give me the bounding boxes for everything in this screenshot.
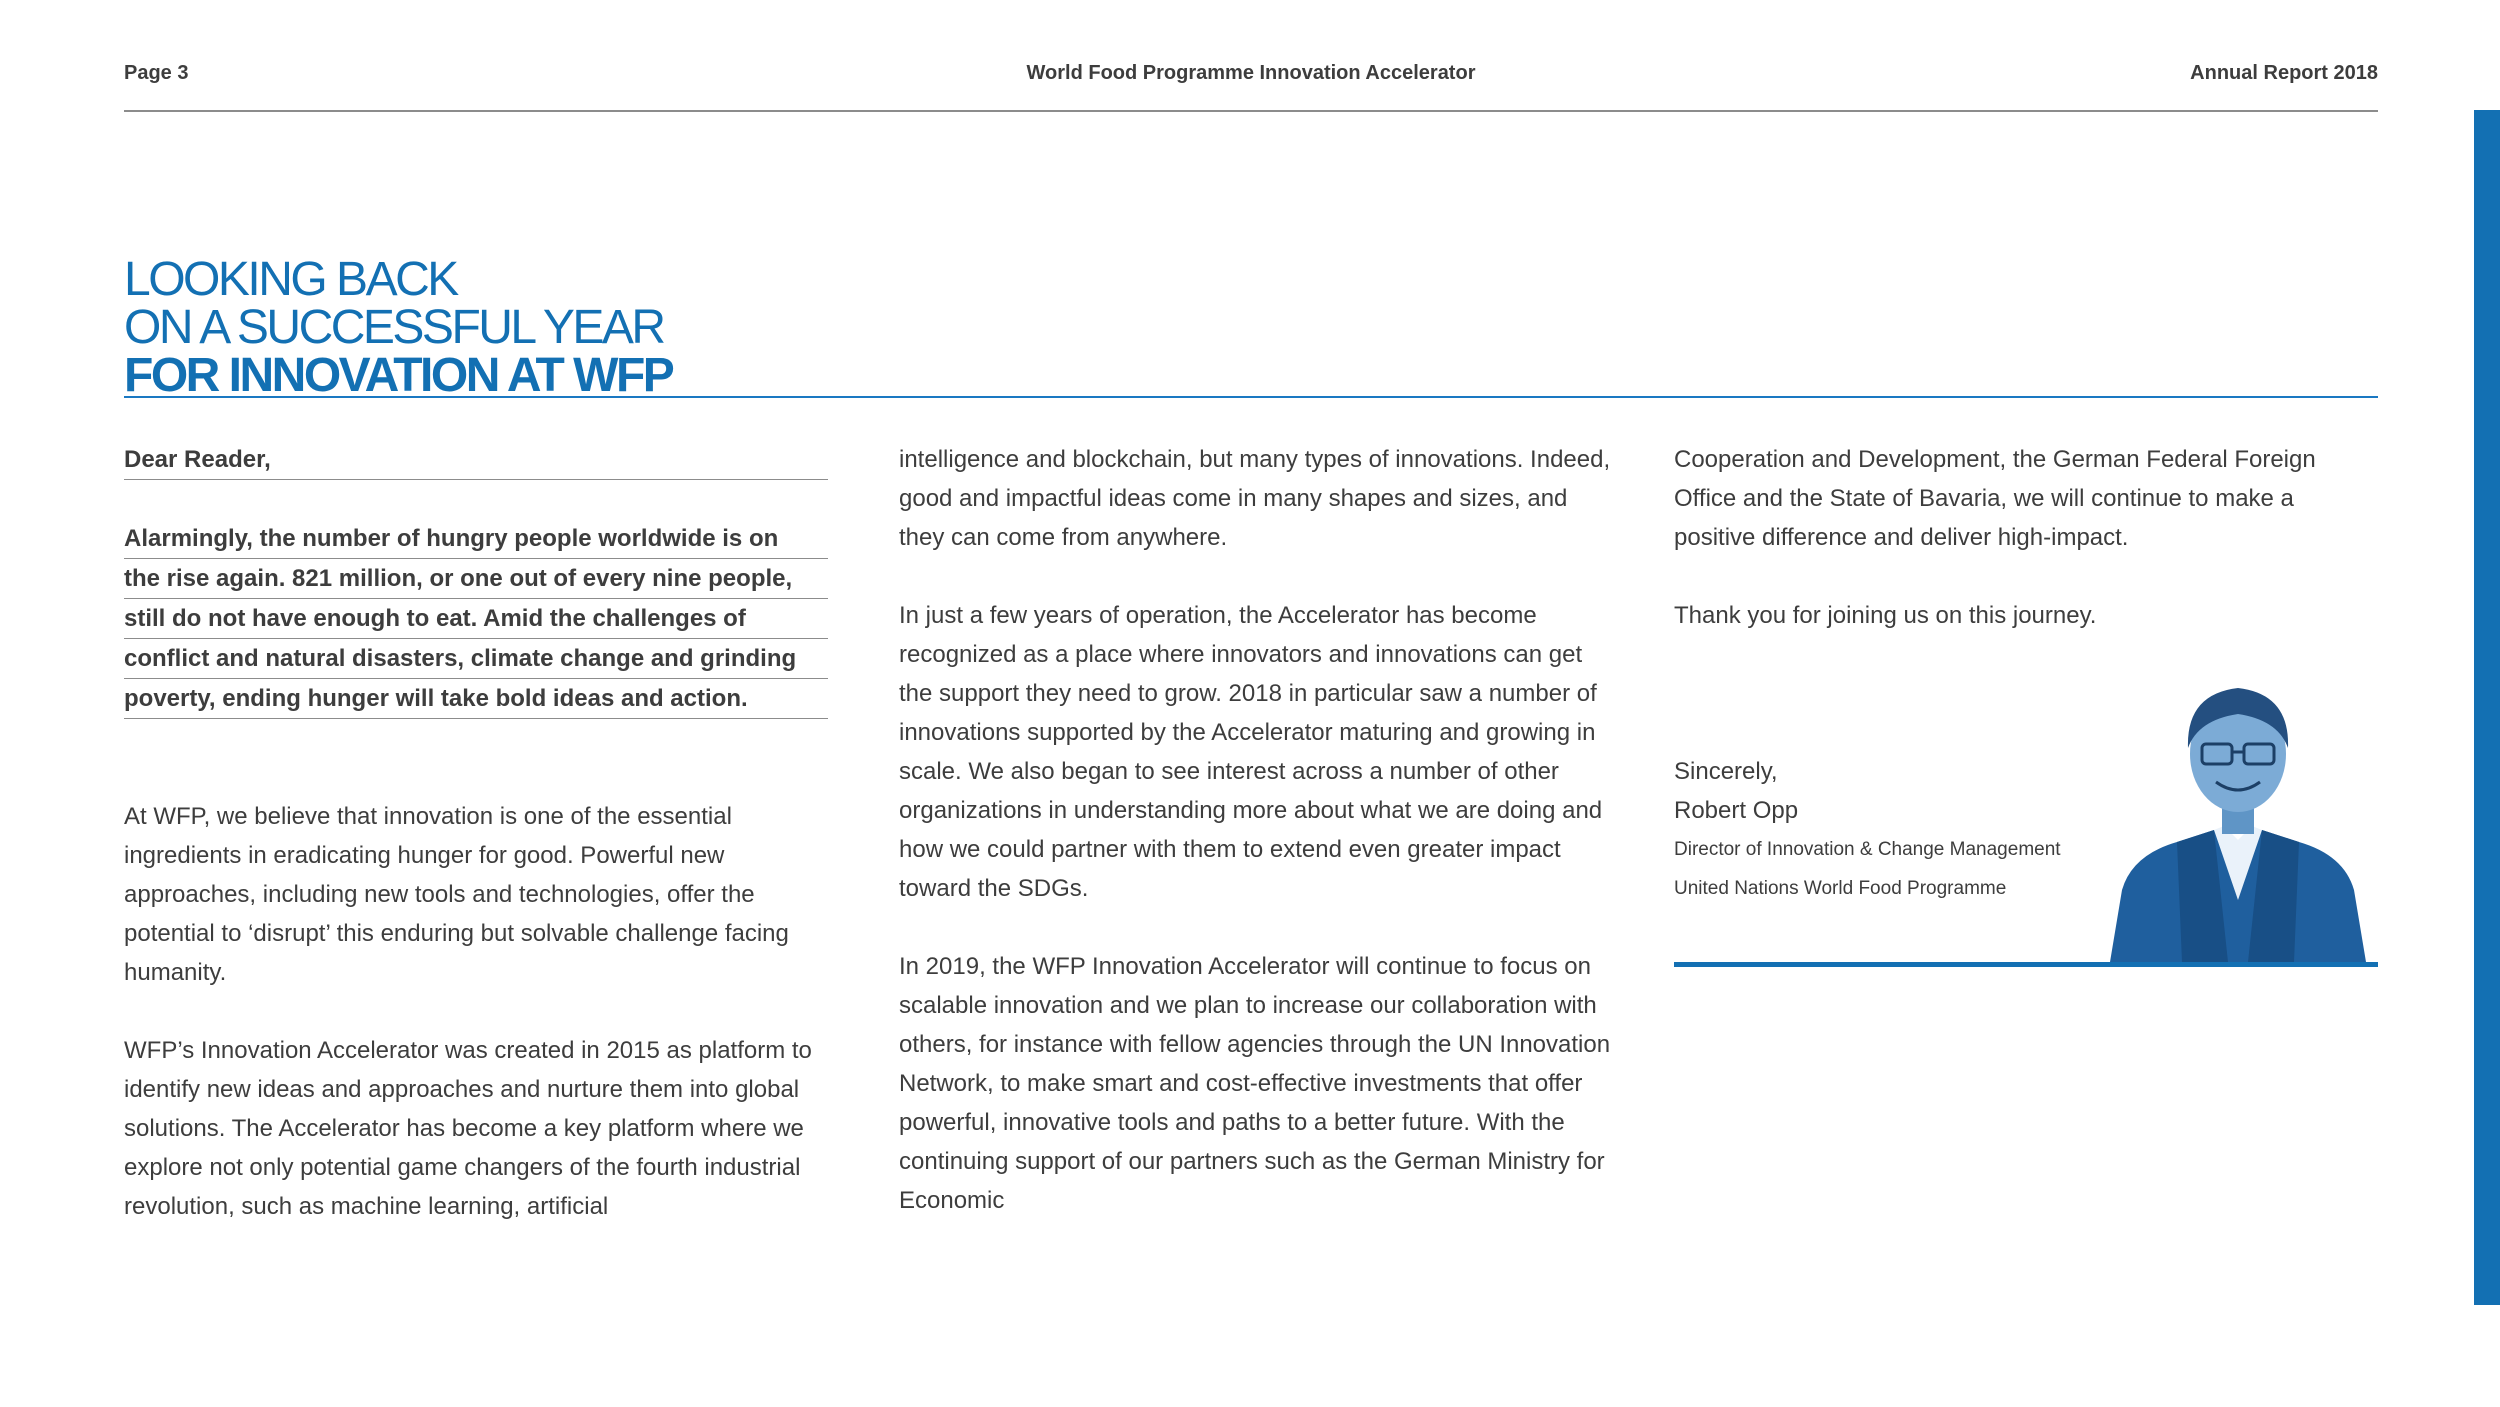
column-1 (124, 440, 828, 1226)
portrait-photo (2102, 650, 2374, 962)
signatory-organization: United Nations World Food Programme (1674, 878, 2007, 899)
salutation: Dear Reader, (124, 440, 828, 480)
lead-line: still do not have enough to eat. Amid the challenges of (124, 599, 828, 639)
body-paragraph: At WFP, we believe that innovation is one of the essential ingredients in eradicating hunger for good. Powerful new approaches, including new tools and technologies, offer the potential to ‘disrupt’ this enduring but solvable challenge facing humanity. (124, 803, 789, 986)
lead-paragraph (124, 519, 828, 719)
body-paragraph: intelligence and blockchain, but many types of innovations. Indeed, good and impactful ideas come in many shapes and sizes, and they can come from anywhere. (899, 446, 1611, 551)
signatory-name: Robert Opp (1674, 797, 1799, 824)
title-line-1: LOOKING BACK (124, 253, 457, 306)
body-paragraph: In just a few years of operation, the Accelerator has become recognized as a place where innovators and innovations can get the support they need to grow. 2018 in particular saw a number of innovations supported by the Accelerator maturing and growing in scale. We also began to see interest across a number of other organizations in understanding more about what we are doing and how we could partner with them to extend even greater impact toward the SDGs. (899, 602, 1603, 902)
body-paragraph: In 2019, the WFP Innovation Accelerator will continue to focus on scalable innovation and we plan to increase our collaboration with others, for instance with fellow agencies through the UN Innovation Network, to make smart and cost-effective investments that offer powerful, innovative tools and paths to a better future. With the continuing support of our partners such as the German Ministry for Economic (899, 953, 1611, 1214)
column-2 (899, 440, 1619, 1220)
body-paragraph: Cooperation and Development, the German Federal Foreign Office and the State of Bavaria, we will continue to make a positive difference and deliver high-impact. (1674, 446, 2316, 551)
lead-line: the rise again. 821 million, or one out of every nine people, (124, 559, 828, 599)
lead-line: conflict and natural disasters, climate change and grinding (124, 639, 828, 679)
accent-side-bar (2474, 110, 2500, 1305)
body-paragraph: WFP’s Innovation Accelerator was created in 2015 as platform to identify new ideas and approaches and nurture them into global solutions. The Accelerator has become a key platform where we explore not only potential game changers of the fourth industrial revolution, such as machine learning, artificial (124, 1037, 812, 1220)
lead-line: Alarmingly, the number of hungry people worldwide is on (124, 519, 828, 559)
column-3 (1674, 440, 2378, 967)
thank-you-text: Thank you for joining us on this journey. (1674, 602, 2097, 629)
page-header (124, 62, 2378, 112)
header-title: World Food Programme Innovation Accelerator (1026, 62, 1476, 84)
signatory-role: Director of Innovation & Change Management (1674, 839, 2061, 860)
title-line-3: FOR INNOVATION AT WFP (124, 349, 673, 402)
title-line-2: ON A SUCCESSFUL YEAR (124, 301, 664, 354)
closing-text: Sincerely, (1674, 758, 1778, 785)
page-number: Page 3 (124, 62, 189, 84)
signature-block (1674, 440, 2378, 967)
header-report-name: Annual Report 2018 (2190, 62, 2378, 84)
lead-line: poverty, ending hunger will take bold ideas and action. (124, 679, 828, 719)
page-title (124, 253, 2378, 402)
